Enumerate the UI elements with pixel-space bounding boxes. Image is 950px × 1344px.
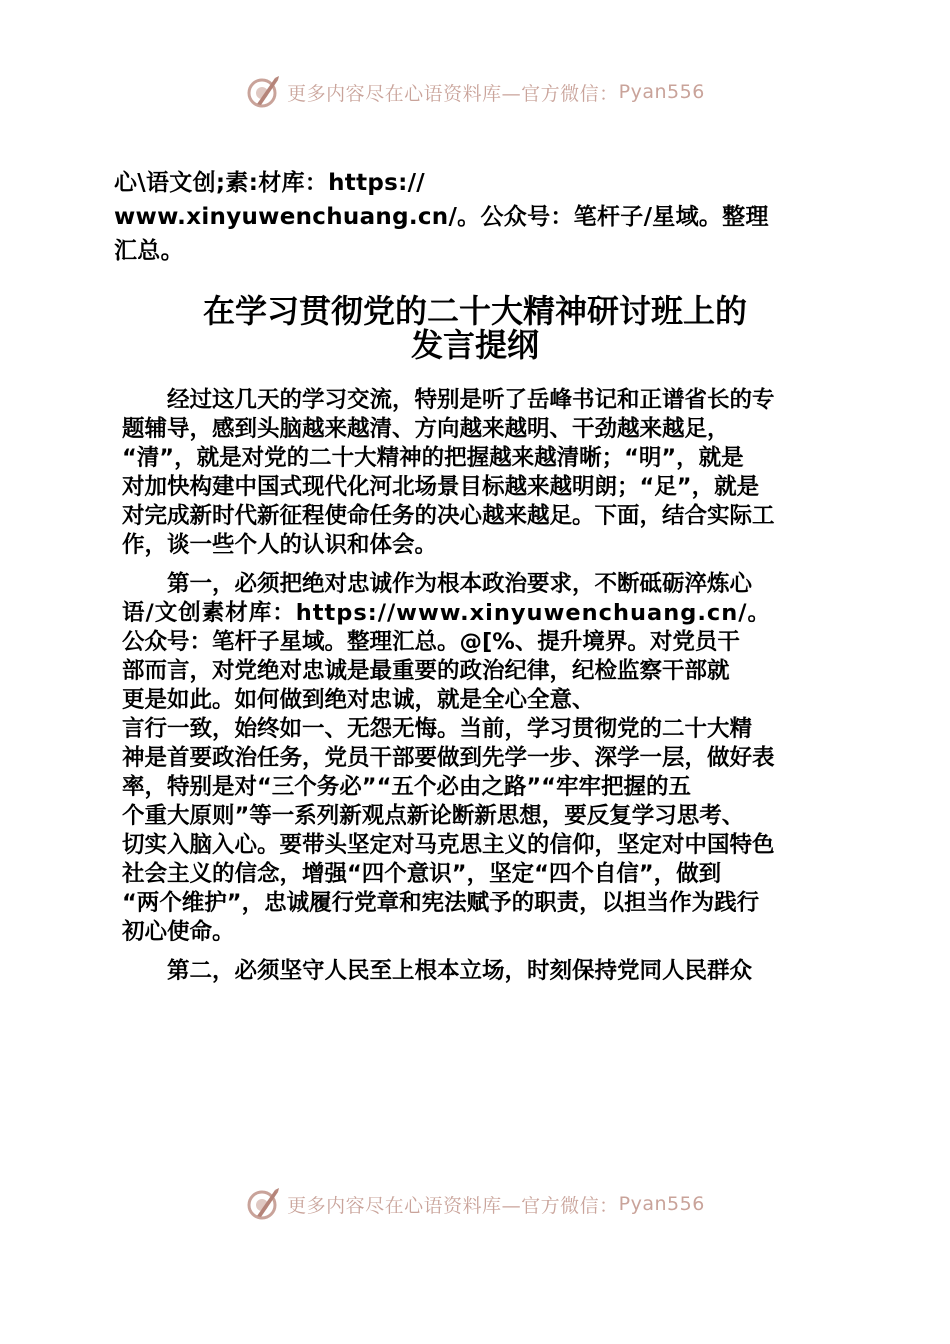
text-line: 对完成新时代新征程使命任务的决心越来越足。下面，结合实际工	[122, 503, 775, 529]
text-line: 率，特别是对“三个务必”“五个必由之路”“牢牢把握的五	[122, 774, 691, 800]
watermark-wechat-id: Pyan556	[618, 1193, 705, 1215]
text-line: 作，谈一些个人的认识和体会。	[122, 532, 438, 558]
watermark-bottom	[0, 1184, 950, 1224]
header-note-line: www.xinyuwenchuang.cn/。公众号：笔杆子/星域。整理	[114, 204, 769, 230]
quill-seal-icon	[245, 74, 281, 110]
paragraph-intro	[122, 386, 844, 560]
text-line: 更是如此。如何做到绝对忠诚，就是全心全意、	[122, 687, 595, 713]
title-line: 发言提纲	[410, 326, 539, 364]
title-line: 在学习贯彻党的二十大精神研讨班上的	[202, 292, 747, 330]
text-line: 题辅导，感到头脑越来越清、方向越来越明、干劲越来越足，	[122, 416, 730, 442]
text-line: 公众号：笔杆子星域。整理汇总。@[%、提升境界。对党员干	[122, 629, 740, 655]
text-line: “清”，就是对党的二十大精神的把握越来越清晰；“明”，就是	[122, 445, 744, 471]
page-title	[100, 294, 850, 362]
text-line: “两个维护”，忠诚履行党章和宪法赋予的职责，以担当作为践行	[122, 890, 760, 916]
text-line: 初心使命。	[122, 919, 235, 945]
text-line: 神是首要政治任务，党员干部要做到先学一步、深学一层，做好表	[122, 745, 775, 771]
text-line: 第二，必须坚守人民至上根本立场，时刻保持党同人民群众	[167, 958, 753, 984]
text-line: 个重大原则”等一系列新观点新论断新思想，要反复学习思考、	[122, 803, 745, 829]
watermark-top	[0, 72, 950, 112]
text-line: 经过这几天的学习交流，特别是听了岳峰书记和正谱省长的专	[167, 387, 775, 413]
watermark-wechat-id: Pyan556	[618, 81, 705, 103]
text-line: 对加快构建中国式现代化河北场景目标越来越明朗；“足”，就是	[122, 474, 760, 500]
header-note-line: 心\语文创;素:材库：https://	[114, 170, 426, 196]
paragraph-second-point	[122, 957, 844, 986]
text-line: 第一，必须把绝对忠诚作为根本政治要求，不断砥砺淬炼心	[167, 571, 753, 597]
article-body	[122, 386, 844, 996]
watermark-text: 更多内容尽在心语资料库—官方微信：	[287, 82, 619, 105]
text-line: 切实入脑入心。要带头坚定对马克思主义的信仰，坚定对中国特色	[122, 832, 775, 858]
watermark-text: 更多内容尽在心语资料库—官方微信：	[287, 1194, 619, 1217]
text-line: 言行一致，始终如一、无怨无悔。当前，学习贯彻党的二十大精	[122, 716, 753, 742]
header-note	[114, 166, 844, 268]
paragraph-first-point	[122, 570, 844, 947]
text-line: 部而言，对党绝对忠诚是最重要的政治纪律，纪检监察干部就	[122, 658, 730, 684]
quill-seal-icon	[245, 1186, 281, 1222]
text-line: 语/文创素材库：https://www.xinyuwenchuang.cn/。	[122, 600, 771, 626]
header-note-line: 汇总。	[114, 238, 184, 264]
text-line: 社会主义的信念，增强“四个意识”，坚定“四个自信”，做到	[122, 861, 722, 887]
